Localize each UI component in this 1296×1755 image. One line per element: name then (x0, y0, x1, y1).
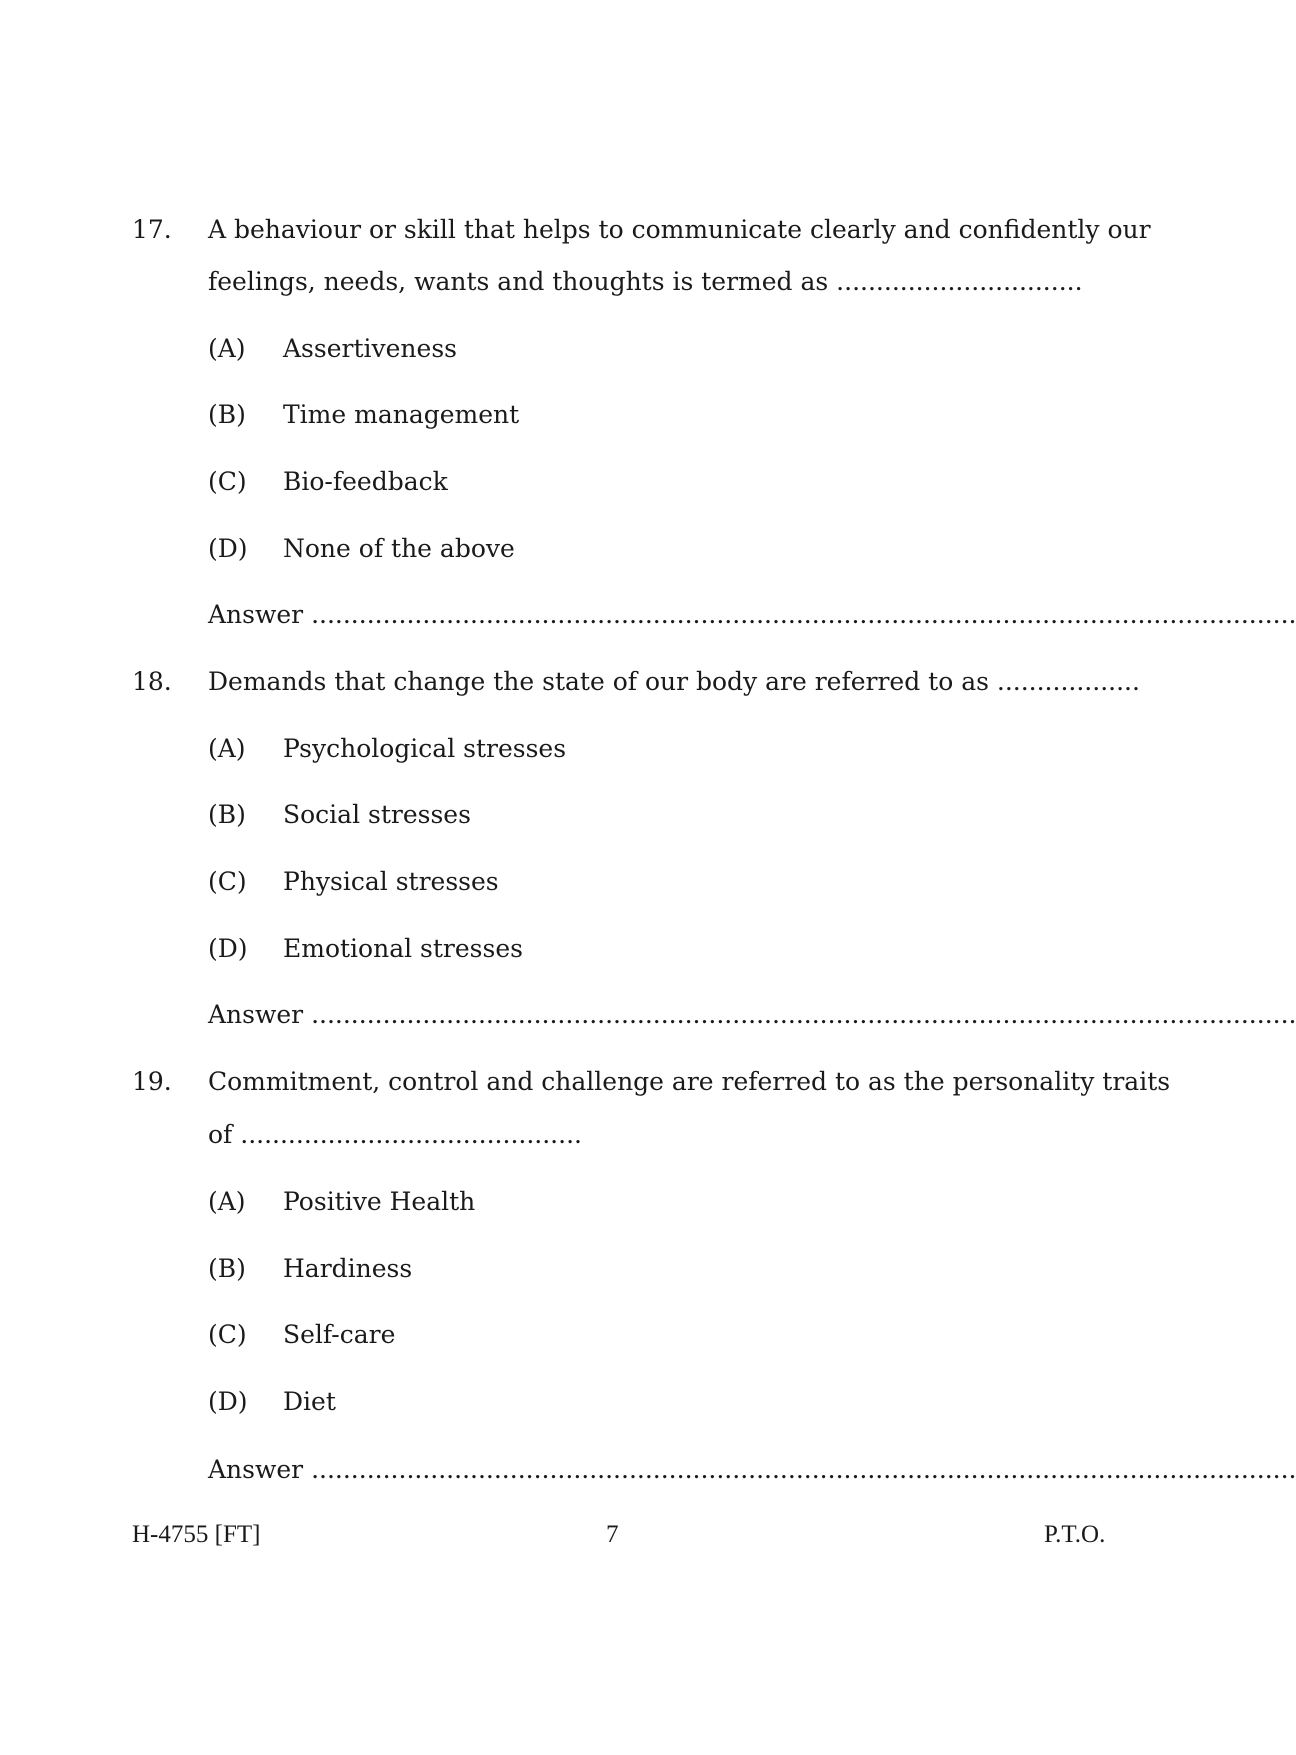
option-letter: (D) (208, 934, 248, 963)
option-letter: (A) (208, 1187, 246, 1216)
option-letter: (B) (208, 400, 246, 429)
option-text: None of the above (283, 534, 515, 563)
option-text: Psychological stresses (283, 734, 567, 763)
option-letter: (C) (208, 867, 247, 896)
question-17-answer-line: Answer ............................................................................................................................ (208, 600, 1296, 629)
question-text: A behaviour or skill that helps to communicate clearly and confidently our (208, 215, 1151, 244)
question-number: 18. (132, 667, 172, 696)
option-letter: (C) (208, 467, 247, 496)
option-letter: (A) (208, 734, 246, 763)
question-19-answer-line: Answer ............................................................................................................................ (208, 1455, 1296, 1484)
question-number: 19. (132, 1067, 172, 1096)
option-text: Diet (283, 1387, 336, 1416)
question-18-answer-line: Answer ............................................................................................................................ (208, 1000, 1296, 1029)
footer-page-number: 7 (606, 1521, 619, 1548)
question-text: of ........................................... (208, 1120, 582, 1149)
question-number: 17. (132, 215, 172, 244)
option-text: Assertiveness (283, 334, 457, 363)
question-text: feelings, needs, wants and thoughts is termed as ............................... (208, 267, 1083, 296)
option-letter: (D) (208, 1387, 248, 1416)
option-text: Positive Health (283, 1187, 476, 1216)
question-text: Commitment, control and challenge are referred to as the personality traits (208, 1067, 1171, 1096)
option-letter: (A) (208, 334, 246, 363)
option-text: Self-care (283, 1320, 396, 1349)
question-text: Demands that change the state of our body are referred to as .................. (208, 667, 1140, 696)
footer-paper-code: H-4755 [FT] (132, 1521, 261, 1548)
option-text: Hardiness (283, 1254, 413, 1283)
option-letter: (B) (208, 1254, 246, 1283)
option-text: Emotional stresses (283, 934, 523, 963)
option-letter: (B) (208, 800, 246, 829)
option-letter: (D) (208, 534, 248, 563)
option-letter: (C) (208, 1320, 247, 1349)
option-text: Time management (283, 400, 520, 429)
option-text: Physical stresses (283, 867, 499, 896)
option-text: Bio-feedback (283, 467, 448, 496)
footer-pto: P.T.O. (1044, 1521, 1106, 1548)
option-text: Social stresses (283, 800, 471, 829)
